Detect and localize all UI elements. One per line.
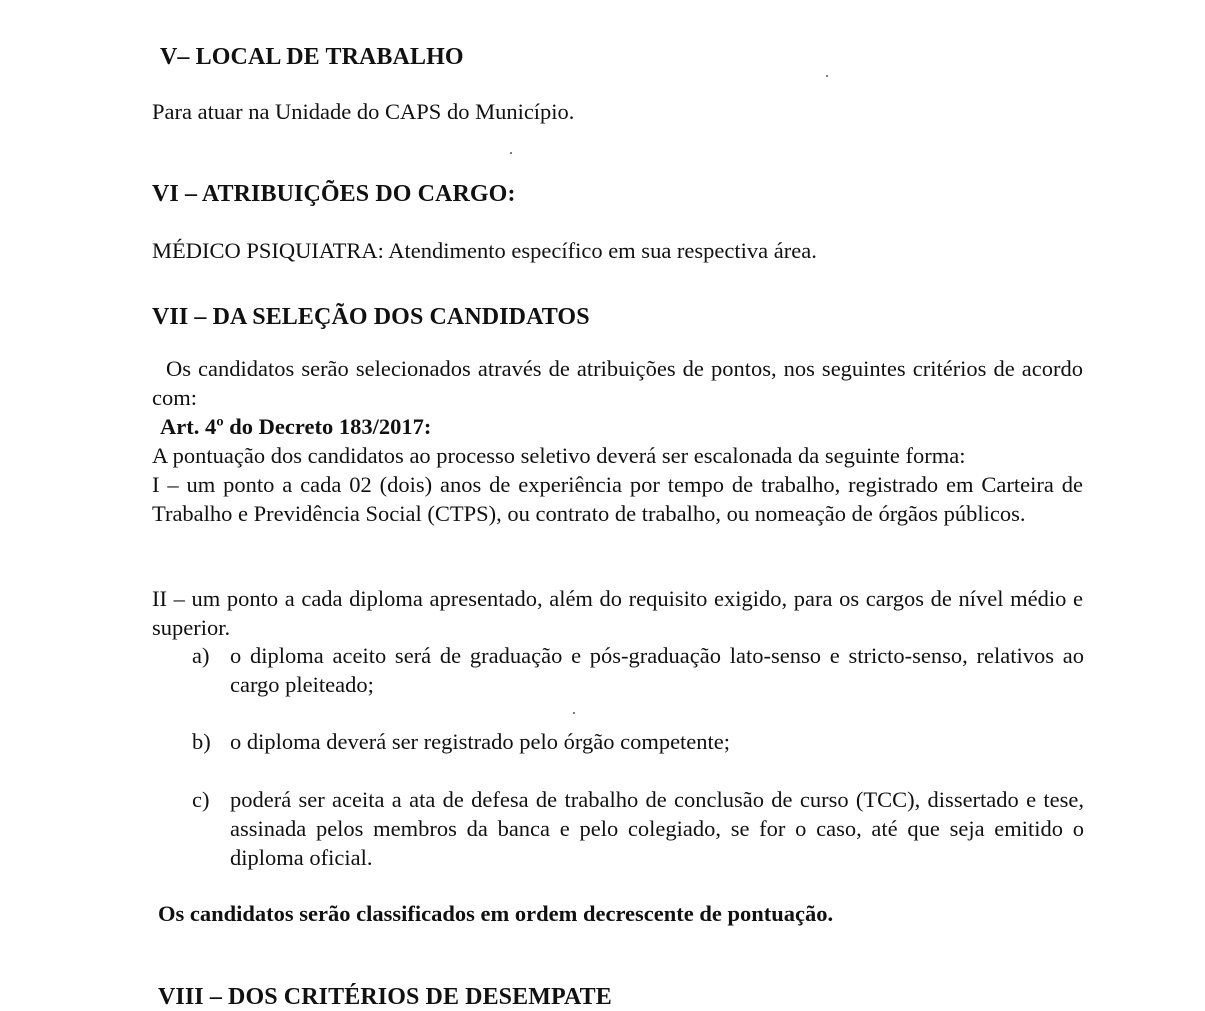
section-vii-item-i: I – um ponto a cada 02 (dois) anos de experiência por tempo de trabalho, registrado em Carteira de Trabalho e Previdência Social (CTPS), ou contrato de trabalho, ou nomeação de órgãos públicos. — [152, 472, 1083, 526]
list-item-text: o diploma deverá ser registrado pelo órgão competente; — [230, 729, 731, 754]
section-vii-classificacao: Os candidatos serão classificados em ordem decrescente de pontuação. — [158, 901, 834, 926]
list-marker: c) — [192, 787, 210, 812]
section-vii-pontuacao: A pontuação dos candidatos ao processo seletivo deverá ser escalonada da seguinte forma: — [152, 443, 966, 468]
list-item-text: o diploma aceito será de graduação e pós-graduação lato-senso e stricto-senso, relativos ao cargo pleiteado; — [230, 643, 1084, 697]
section-vii-intro: Os candidatos serão selecionados através de atribuições de pontos, nos seguintes critérios de acordo com: — [152, 356, 1083, 410]
section-viii-heading: VIII – DOS CRITÉRIOS DE DESEMPATE — [158, 984, 612, 1010]
section-vii-item-ii: II – um ponto a cada diploma apresentado, além do requisito exigido, para os cargos de nível médio e superior. — [152, 586, 1083, 640]
section-v-heading: V– LOCAL DE TRABALHO — [160, 44, 464, 70]
list-marker: a) — [192, 643, 210, 668]
section-v-body: Para atuar na Unidade do CAPS do Município. — [152, 99, 575, 124]
section-vii-article: Art. 4º do Decreto 183/2017: — [160, 414, 432, 439]
section-vi-body: MÉDICO PSIQUIATRA: Atendimento específico em sua respectiva área. — [152, 238, 817, 263]
scan-speck — [510, 152, 512, 154]
section-vii-heading: VII – DA SELEÇÃO DOS CANDIDATOS — [152, 304, 590, 330]
scan-speck — [826, 75, 828, 77]
list-item-text: poderá ser aceita a ata de defesa de trabalho de conclusão de curso (TCC), dissertado e tese, assinada pelos membros da banca e pelo colegiado, se for o caso, até que seja emitido o diploma oficial. — [230, 787, 1084, 870]
section-vi-heading: VI – ATRIBUIÇÕES DO CARGO: — [152, 181, 516, 207]
list-marker: b) — [192, 729, 211, 754]
scan-speck — [573, 712, 575, 714]
